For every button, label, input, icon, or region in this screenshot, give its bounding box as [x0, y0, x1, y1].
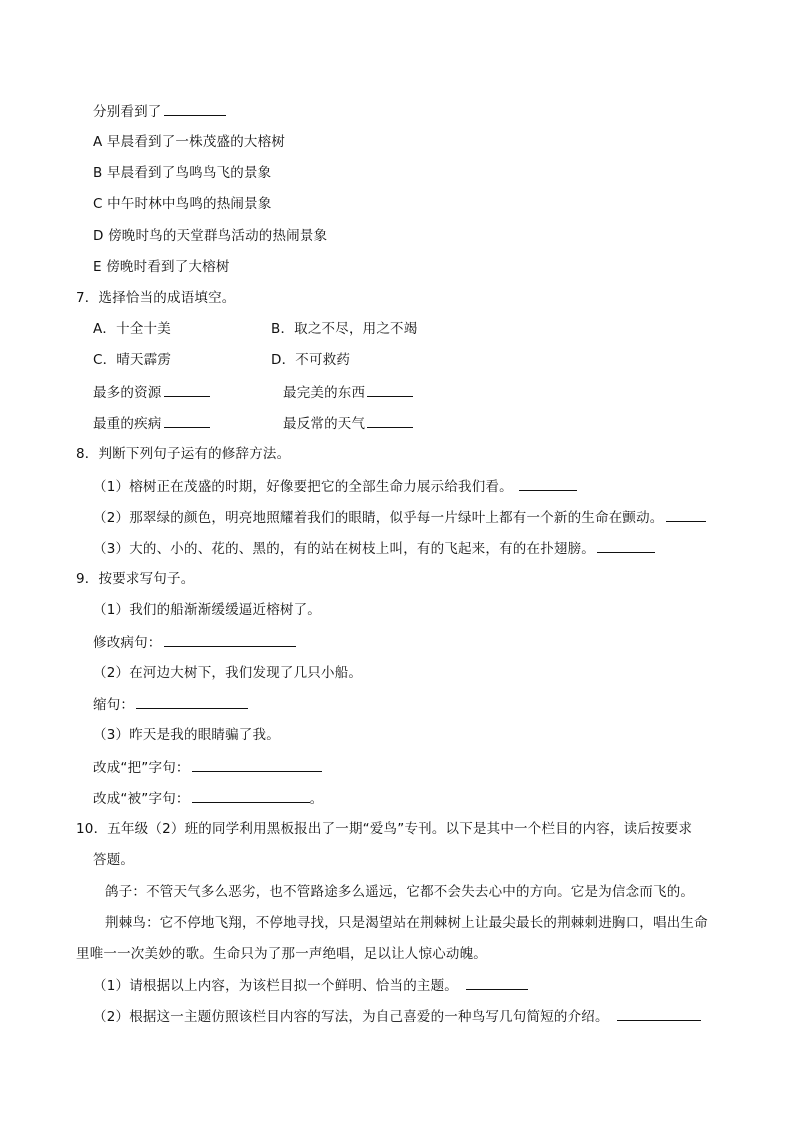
q7-fill-4 — [283, 413, 413, 434]
q6-option-a: A 早晨看到了一株茂盛的大榕树 — [93, 134, 286, 150]
q8-item-2-text: （2）那翠绿的颜色，明亮地照耀着我们的眼睛，似乎每一片绿叶上都有一个新的生命在颤动。 — [93, 510, 664, 526]
q10-title-line-2: 答题。 — [93, 852, 135, 868]
q7-fill-1-blank[interactable] — [164, 382, 210, 397]
q7-fill-1-label: 最多的资源 — [93, 385, 162, 401]
q6-option-d: D 傍晚时鸟的天堂群鸟活动的热闹景象 — [93, 228, 328, 244]
q7-title: 7．选择恰当的成语填空。 — [76, 290, 236, 306]
q10-ask-2-text: （2）根据这一主题仿照该栏目内容的写法，为自己喜爱的一种鸟写几句简短的介绍。 — [93, 1009, 609, 1025]
q7-fill-4-blank[interactable] — [367, 413, 413, 428]
q9-sentence-3: （3）昨天是我的眼睛骗了我。 — [93, 727, 280, 743]
q10-title-line-1: 10．五年级（2）班的同学利用黑板报出了一期“爱鸟”专刊。以下是其中一个栏目的内容，读后按要求 — [76, 821, 693, 837]
q7-fill-2-blank[interactable] — [367, 382, 413, 397]
q9-answer-3b-blank[interactable] — [192, 788, 310, 803]
q10-passage-thornbird-1: 荆棘鸟：它不停地飞翔，不停地寻找，只是渴望站在荆棘树上让最尖最长的荆棘刺进胸口，唱出生命 — [105, 915, 708, 931]
q9-answer-3b-label: 改成“被”字句： — [93, 791, 190, 807]
q7-choice-d: D．不可救药 — [271, 352, 351, 368]
q7-fill-2-label: 最完美的东西 — [283, 385, 366, 401]
q7-fill-2 — [283, 382, 413, 403]
q9-answer-3b-period: 。 — [309, 791, 324, 807]
q7-fill-1 — [93, 382, 210, 403]
q9-answer-3a — [93, 757, 322, 778]
q10-passage-pigeon: 鸽子：不管天气多么恶劣，也不管路途多么遥远，它都不会失去心中的方向。它是为信念而飞的。 — [105, 884, 695, 900]
q6-stem-text: 分别看到了 — [93, 104, 162, 120]
q7-choice-c: C．晴天霹雳 — [93, 352, 172, 368]
q8-item-3-text: （3）大的、小的、花的、黑的，有的站在树枝上叫，有的飞起来，有的在扑翅膀。 — [93, 541, 595, 557]
q9-title: 9．按要求写句子。 — [76, 571, 195, 587]
q9-answer-2-label: 缩句： — [93, 697, 135, 713]
q9-answer-3a-blank[interactable] — [192, 757, 322, 772]
q10-ask-1-blank[interactable] — [466, 975, 528, 990]
q10-ask-1-text: （1）请根据以上内容，为该栏目拟一个鲜明、恰当的主题。 — [93, 978, 458, 994]
q8-item-3 — [93, 538, 655, 559]
q9-answer-2-blank[interactable] — [136, 694, 248, 709]
q8-item-1 — [93, 476, 577, 497]
q6-option-e: E 傍晚时看到了大榕树 — [93, 259, 230, 275]
q8-title: 8．判断下列句子运有的修辞方法。 — [76, 446, 291, 462]
q8-item-1-text: （1）榕树正在茂盛的时期，好像要把它的全部生命力展示给我们看。 — [93, 479, 513, 495]
q9-answer-3a-label: 改成“把”字句： — [93, 760, 190, 776]
q6-answer-blank[interactable] — [164, 101, 226, 116]
q6-option-c: C 中午时林中鸟鸣的热闹景象 — [93, 196, 272, 212]
q6-stem-line — [93, 101, 226, 122]
q9-answer-2 — [93, 694, 248, 715]
q9-sentence-2: （2）在河边大树下，我们发现了几只小船。 — [93, 665, 363, 681]
q9-answer-1 — [93, 632, 296, 653]
q7-choice-b: B．取之不尽，用之不竭 — [271, 321, 418, 337]
q7-fill-3-blank[interactable] — [164, 413, 210, 428]
q7-fill-4-label: 最反常的天气 — [283, 416, 366, 432]
q10-passage-thornbird-2: 里唯一一次美妙的歌。生命只为了那一声绝唱，足以让人惊心动魄。 — [76, 946, 487, 962]
q8-item-2 — [93, 507, 706, 528]
q8-item-1-blank[interactable] — [519, 476, 577, 491]
q10-ask-2 — [93, 1006, 701, 1027]
q10-ask-2-blank[interactable] — [617, 1006, 701, 1021]
q7-fill-3 — [93, 413, 210, 434]
q9-sentence-1: （1）我们的船渐渐缓缓逼近榕树了。 — [93, 602, 321, 618]
q6-option-b: B 早晨看到了鸟鸣鸟飞的景象 — [93, 165, 272, 181]
q8-item-3-blank[interactable] — [597, 538, 655, 553]
q9-answer-1-blank[interactable] — [164, 632, 296, 647]
q8-item-2-blank[interactable] — [666, 507, 706, 522]
q10-ask-1 — [93, 975, 528, 996]
q7-choice-a: A．十全十美 — [93, 321, 171, 337]
q9-answer-3b — [93, 788, 323, 809]
q9-answer-1-label: 修改病句： — [93, 635, 162, 651]
q7-fill-3-label: 最重的疾病 — [93, 416, 162, 432]
